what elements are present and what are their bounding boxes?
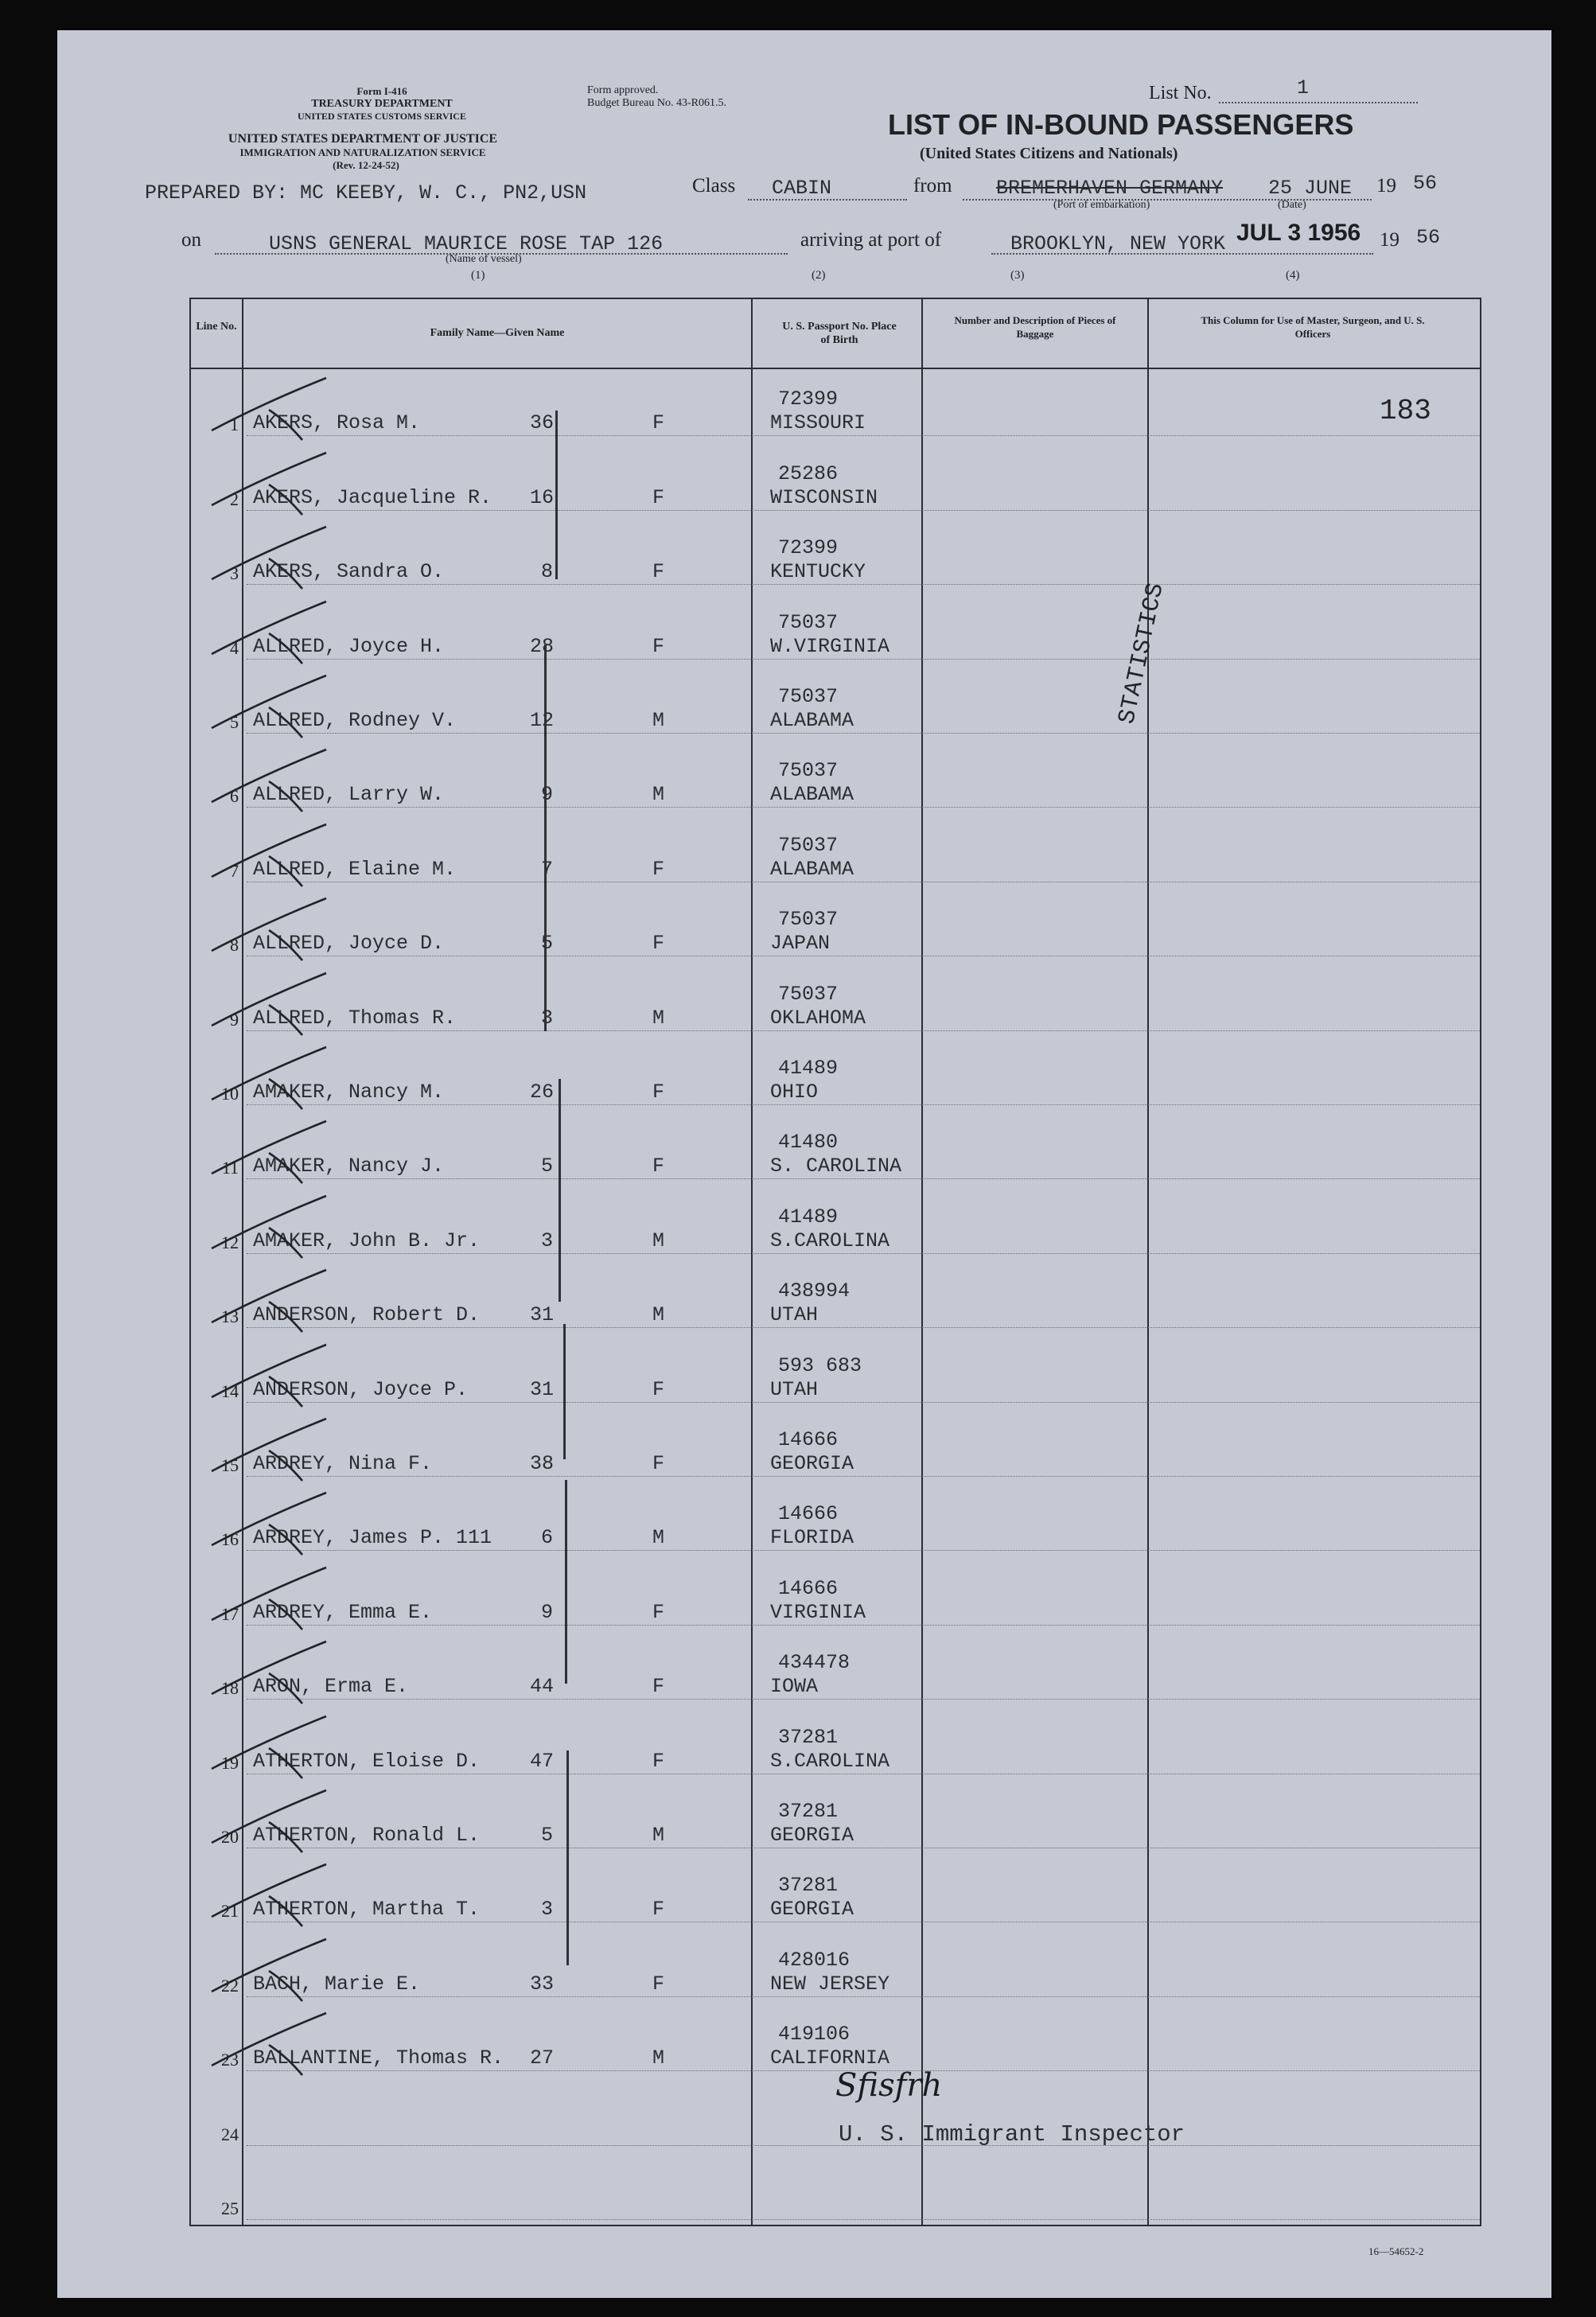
year-prefix: 19 [1376, 175, 1396, 197]
ins: IMMIGRATION AND NATURALIZATION SERVICE [239, 146, 486, 158]
passport-number: 72399 [778, 536, 839, 560]
passenger-sex: F [652, 1898, 665, 1922]
row-rule [247, 1996, 1480, 1997]
line-number: 12 [221, 1232, 239, 1252]
passenger-age: 5 [541, 1824, 554, 1847]
passenger-sex: F [652, 1675, 665, 1699]
row-rule [247, 659, 1480, 660]
column-number-1: (1) [471, 269, 485, 282]
date-value: 25 JUNE [1268, 177, 1353, 200]
check-mark-icon [207, 1416, 334, 1487]
place-of-birth: GEORGIA [770, 1824, 854, 1847]
row-rule [247, 1550, 1480, 1551]
check-mark-icon [207, 1193, 334, 1264]
passenger-sex: F [652, 857, 665, 881]
arrival-year-value: 56 [1416, 226, 1441, 249]
from-line [963, 199, 1372, 201]
header-officers: This Column for Use of Master, Surgeon, and U. S. Officers [1201, 314, 1425, 340]
check-mark-icon [207, 895, 334, 967]
officer-note: 183 [1380, 395, 1431, 427]
check-mark-icon [207, 1267, 334, 1338]
line-number: 9 [230, 1009, 239, 1030]
place-of-birth: UTAH [770, 1303, 819, 1327]
passenger-sex: F [652, 1155, 665, 1178]
passport-number: 434478 [778, 1651, 851, 1675]
passenger-sex: F [652, 485, 665, 509]
passenger-sex: F [652, 1972, 665, 1996]
passenger-age: 12 [530, 709, 555, 732]
header-line-no: Line No. [196, 321, 237, 333]
place-of-birth: CALIFORNIA [770, 2046, 890, 2070]
passenger-name: AKERS, Jacqueline R. [253, 485, 492, 509]
row-rule [247, 584, 1480, 585]
passenger-sex: F [652, 932, 665, 956]
check-mark-icon [207, 450, 334, 521]
passenger-age: 27 [530, 2046, 555, 2070]
column-divider [751, 299, 753, 2225]
passenger-name: ALLRED, Joyce D. [253, 932, 445, 956]
passenger-age: 3 [541, 1229, 554, 1252]
list-no-label: List No. [1149, 83, 1212, 103]
passport-number: 41489 [778, 1205, 839, 1229]
row-rule [247, 807, 1480, 808]
arriving-label: arriving at port of [800, 229, 942, 251]
passenger-sex: F [652, 1452, 665, 1475]
line-number: 19 [221, 1752, 239, 1773]
family-bracket [559, 1079, 561, 1302]
place-of-birth: JAPAN [770, 932, 831, 956]
line-number: 15 [221, 1455, 239, 1475]
passport-number: 75037 [778, 833, 839, 857]
check-mark-icon [207, 821, 334, 893]
check-mark-icon [207, 375, 334, 446]
place-of-birth: ALABAMA [770, 857, 854, 881]
line-number: 4 [230, 637, 239, 658]
passenger-name: ATHERTON, Martha T. [253, 1898, 481, 1922]
column-divider [921, 299, 923, 2225]
from-label: from [913, 175, 952, 197]
column-number-2: (2) [812, 269, 826, 282]
class-value: CABIN [772, 177, 832, 200]
header-name: Family Name—Given Name [430, 327, 565, 339]
document-subtitle: (United States Citizens and Nationals) [920, 145, 1178, 162]
passenger-age: 3 [541, 1006, 554, 1030]
inspector-title: U. S. Immigrant Inspector [839, 2121, 1185, 2148]
passenger-name: AKERS, Sandra O. [253, 560, 445, 584]
passenger-sex: F [652, 1081, 665, 1104]
passenger-name: ANDERSON, Joyce P. [253, 1377, 469, 1401]
passenger-name: ARDREY, Emma E. [253, 1600, 433, 1624]
row-rule [247, 733, 1480, 734]
passport-number: 14666 [778, 1576, 839, 1600]
line-number: 1 [230, 415, 239, 435]
place-of-birth: MISSOURI [770, 411, 866, 435]
passenger-name: ARDREY, James P. 111 [253, 1526, 492, 1550]
form-approved: Form approved. [587, 84, 659, 96]
passport-number: 419106 [778, 2023, 851, 2046]
passenger-name: ATHERTON, Ronald L. [253, 1824, 481, 1847]
family-bracket [563, 1324, 566, 1459]
passenger-age: 8 [541, 560, 554, 584]
list-no-value: 1 [1297, 76, 1310, 99]
place-of-birth: KENTUCKY [770, 560, 866, 584]
passenger-name: ARON, Erma E. [253, 1675, 409, 1699]
passenger-name: ALLRED, Rodney V. [253, 709, 457, 732]
on-label: on [181, 229, 201, 251]
line-number: 23 [221, 2050, 239, 2070]
passenger-name: AKERS, Rosa M. [253, 411, 421, 435]
row-rule [247, 510, 1480, 511]
customs-service: UNITED STATES CUSTOMS SERVICE [298, 111, 466, 122]
passenger-age: 26 [530, 1081, 555, 1104]
check-mark-icon [207, 1564, 334, 1636]
line-number: 17 [221, 1603, 239, 1624]
check-mark-icon [207, 1490, 334, 1561]
passenger-age: 5 [541, 1155, 554, 1178]
column-number-4: (4) [1286, 269, 1300, 282]
passenger-table [189, 298, 1481, 2226]
passenger-age: 33 [530, 1972, 555, 1996]
line-number: 22 [221, 1975, 239, 1996]
row-rule [247, 435, 1480, 436]
passenger-name: BALLANTINE, Thomas R. [253, 2046, 504, 2070]
row-rule [247, 1253, 1480, 1254]
passenger-name: ANDERSON, Robert D. [253, 1303, 481, 1327]
arrival-stamp-date: JUL 3 1956 [1236, 220, 1361, 246]
place-of-birth: ALABAMA [770, 783, 854, 807]
passenger-sex: F [652, 1749, 665, 1773]
passenger-name: ALLRED, Thomas R. [253, 1006, 457, 1030]
passenger-name: ALLRED, Joyce H. [253, 634, 445, 658]
passenger-name: ALLRED, Larry W. [253, 783, 445, 807]
passenger-name: ATHERTON, Eloise D. [253, 1749, 481, 1773]
family-bracket [555, 411, 558, 579]
check-mark-icon [207, 1787, 334, 1859]
place-of-birth: W.VIRGINIA [770, 634, 890, 658]
passport-number: 75037 [778, 610, 839, 634]
passenger-sex: F [652, 560, 665, 584]
treasury-department: TREASURY DEPARTMENT [311, 98, 453, 110]
passenger-sex: M [652, 1824, 665, 1847]
year-value: 56 [1413, 172, 1438, 195]
place-of-birth: GEORGIA [770, 1898, 854, 1922]
passport-number: 41489 [778, 1057, 839, 1080]
line-number: 16 [221, 1529, 239, 1550]
check-mark-icon [207, 1713, 334, 1785]
department-of-justice: UNITED STATES DEPARTMENT OF JUSTICE [228, 132, 498, 146]
passport-number: 75037 [778, 982, 839, 1006]
port-of-embarkation-label: (Port of embarkation) [1053, 199, 1150, 211]
class-line [748, 199, 907, 201]
place-of-birth: IOWA [770, 1675, 819, 1699]
line-number: 8 [230, 935, 239, 956]
prepared-by: PREPARED BY: MC KEEBY, W. C., PN2,USN [145, 181, 587, 204]
passport-number: 593 683 [778, 1353, 862, 1377]
header-passport: U. S. Passport No. Place of Birth [782, 321, 897, 346]
passenger-name: ALLRED, Elaine M. [253, 857, 457, 881]
line-number: 3 [230, 563, 239, 584]
check-mark-icon [207, 1638, 334, 1710]
line-number: 18 [221, 1678, 239, 1699]
passenger-name: AMAKER, Nancy M. [253, 1081, 445, 1104]
budget-bureau: Budget Bureau No. 43-R061.5. [587, 97, 726, 109]
header-baggage: Number and Description of Pieces of Baggage [954, 314, 1116, 340]
passenger-age: 38 [530, 1452, 555, 1475]
passenger-sex: M [652, 1006, 665, 1030]
row-rule [247, 1699, 1480, 1700]
statistics-stamp: STATISTICS [1114, 580, 1170, 727]
passport-number: 75037 [778, 908, 839, 932]
passenger-age: 3 [541, 1898, 554, 1922]
passenger-sex: M [652, 2046, 665, 2070]
check-mark-icon [207, 2010, 334, 2081]
row-rule [247, 1178, 1480, 1179]
passenger-sex: M [652, 709, 665, 732]
passenger-age: 44 [530, 1675, 555, 1699]
place-of-birth: NEW JERSEY [770, 1972, 890, 1996]
passport-number: 75037 [778, 685, 839, 708]
header-divider [191, 368, 1480, 369]
place-of-birth: WISCONSIN [770, 485, 878, 509]
check-mark-icon [207, 672, 334, 744]
date-label: (Date) [1278, 199, 1306, 211]
line-number: 14 [221, 1380, 239, 1401]
place-of-birth: OHIO [770, 1081, 819, 1104]
port-value: BROOKLYN, NEW YORK [1010, 232, 1226, 255]
line-number: 25 [221, 2198, 239, 2218]
passenger-sex: M [652, 1303, 665, 1327]
place-of-birth: GEORGIA [770, 1452, 854, 1475]
passenger-sex: M [652, 783, 665, 807]
passport-number: 37281 [778, 1800, 839, 1823]
line-number: 10 [221, 1084, 239, 1104]
place-of-birth: VIRGINIA [770, 1600, 866, 1624]
line-number: 20 [221, 1827, 239, 1847]
place-of-birth: S.CAROLINA [770, 1749, 890, 1773]
form-number: Form I-416 [356, 85, 407, 97]
row-rule [247, 1625, 1480, 1626]
from-value: BREMERHAVEN GERMANY [996, 177, 1224, 200]
line-number: 13 [221, 1306, 239, 1327]
line-number: 11 [221, 1158, 239, 1178]
family-bracket [565, 1480, 567, 1684]
line-number: 5 [230, 712, 239, 732]
row-rule [247, 1476, 1480, 1477]
passenger-sex: F [652, 1600, 665, 1624]
passenger-sex: F [652, 1377, 665, 1401]
passenger-age: 6 [541, 1526, 554, 1550]
row-rule [247, 1402, 1480, 1403]
check-mark-icon [207, 598, 334, 670]
passenger-name: ARDREY, Nina F. [253, 1452, 433, 1475]
line-number: 24 [221, 2124, 239, 2144]
row-rule [247, 1104, 1480, 1105]
place-of-birth: UTAH [770, 1377, 819, 1401]
passenger-age: 7 [541, 857, 554, 881]
passport-number: 37281 [778, 1725, 839, 1749]
passenger-name: BACH, Marie E. [253, 1972, 421, 1996]
check-mark-icon [207, 1936, 334, 2007]
port-line [991, 253, 1373, 255]
passport-number: 75037 [778, 759, 839, 783]
passenger-sex: F [652, 411, 665, 435]
passenger-age: 9 [541, 1600, 554, 1624]
passenger-age: 47 [530, 1749, 555, 1773]
passenger-age: 16 [530, 485, 555, 509]
check-mark-icon [207, 1861, 334, 1933]
row-rule [247, 1327, 1480, 1328]
passport-number: 41480 [778, 1131, 839, 1155]
row-rule [247, 2219, 1480, 2220]
document-title: LIST OF IN-BOUND PASSENGERS [888, 108, 1354, 141]
check-mark-icon [207, 524, 334, 595]
line-number: 7 [230, 860, 239, 881]
passenger-sex: M [652, 1229, 665, 1252]
vessel-label: (Name of vessel) [446, 253, 522, 265]
passenger-age: 31 [530, 1377, 555, 1401]
place-of-birth: OKLAHOMA [770, 1006, 866, 1030]
passenger-name: AMAKER, Nancy J. [253, 1155, 445, 1178]
arrival-year-prefix: 19 [1380, 229, 1399, 251]
line-number: 21 [221, 1901, 239, 1922]
check-mark-icon [207, 970, 334, 1042]
revision-date: (Rev. 12-24-52) [333, 159, 399, 171]
check-mark-icon [207, 1118, 334, 1190]
passenger-age: 5 [541, 932, 554, 956]
place-of-birth: ALABAMA [770, 709, 854, 732]
passenger-sex: M [652, 1526, 665, 1550]
passport-number: 72399 [778, 387, 839, 411]
check-mark-icon [207, 746, 334, 818]
passport-number: 428016 [778, 1948, 851, 1972]
class-label: Class [692, 175, 736, 197]
place-of-birth: S.CAROLINA [770, 1229, 890, 1252]
check-mark-icon [207, 1044, 334, 1116]
passport-number: 25286 [778, 461, 839, 485]
passenger-age: 9 [541, 783, 554, 807]
passport-number: 14666 [778, 1502, 839, 1526]
passenger-age: 28 [530, 634, 555, 658]
passenger-age: 31 [530, 1303, 555, 1327]
passport-number: 37281 [778, 1874, 839, 1898]
family-bracket [544, 644, 547, 1031]
passenger-age: 36 [530, 411, 555, 435]
check-mark-icon [207, 1342, 334, 1413]
footer-code: 16—54652-2 [1368, 2245, 1424, 2257]
place-of-birth: S. CAROLINA [770, 1155, 902, 1178]
passport-number: 438994 [778, 1279, 851, 1303]
family-bracket [566, 1750, 569, 1965]
inspector-signature: Sfisfrh [835, 2067, 943, 2104]
passenger-sex: F [652, 634, 665, 658]
passenger-name: AMAKER, John B. Jr. [253, 1229, 481, 1252]
place-of-birth: FLORIDA [770, 1526, 854, 1550]
vessel-name: USNS GENERAL MAURICE ROSE TAP 126 [269, 232, 664, 255]
passport-number: 14666 [778, 1428, 839, 1451]
column-number-3: (3) [1010, 269, 1025, 282]
line-number: 6 [230, 786, 239, 807]
list-no-line [1219, 102, 1418, 103]
line-number: 2 [230, 489, 239, 509]
row-rule [247, 1030, 1480, 1031]
